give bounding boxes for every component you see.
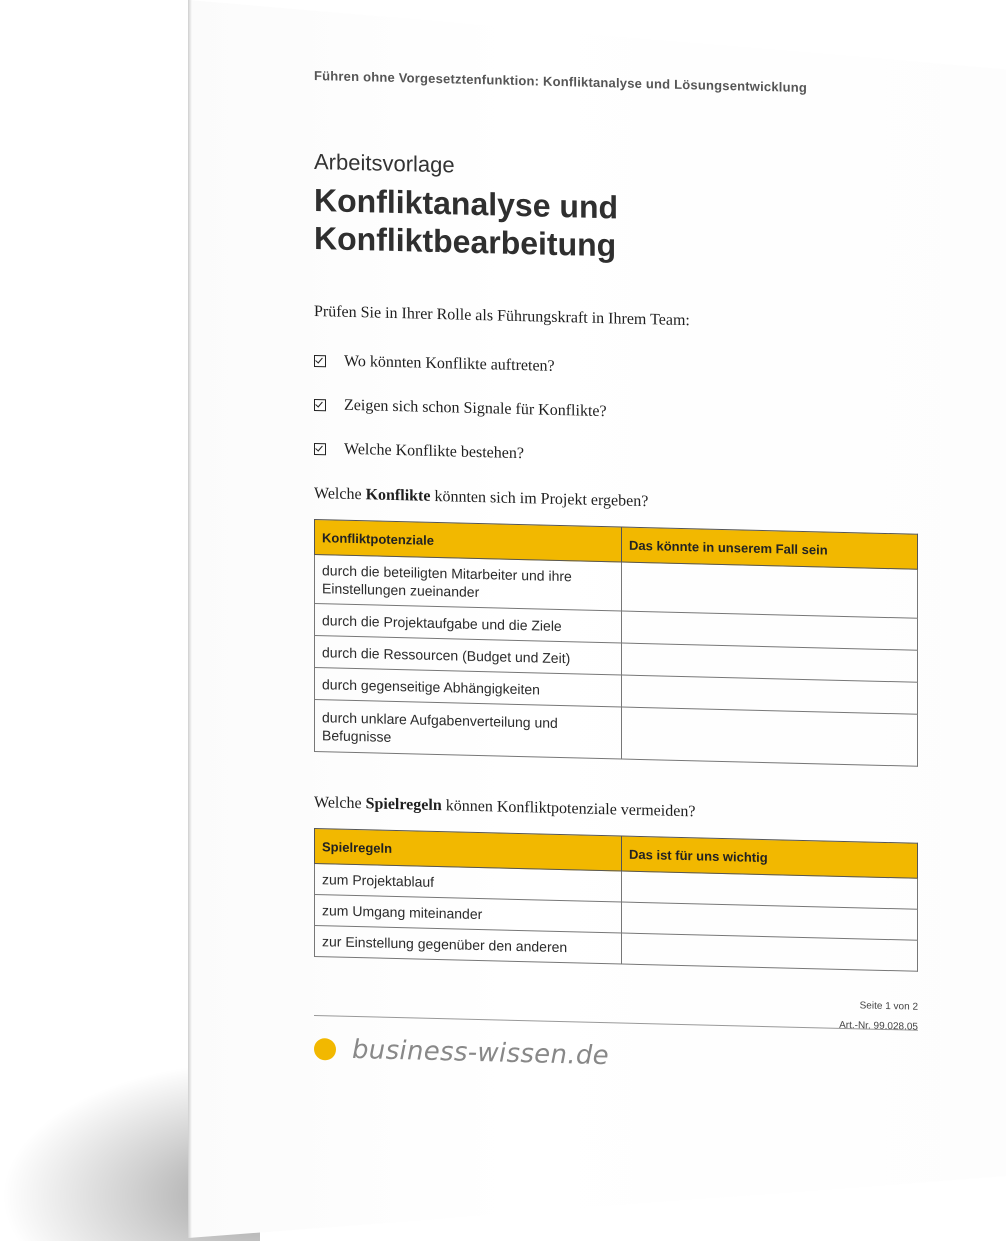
table-cell: durch die beteiligten Mitarbeiter und ihre Einstellungen zueinander — [315, 555, 622, 612]
question-text: Welche — [314, 485, 366, 504]
table-cell: durch gegenseitige Abhängigkeiten — [315, 668, 622, 708]
page-info — [839, 996, 918, 1038]
table-input-cell[interactable] — [622, 562, 918, 618]
checkbox-checked-icon — [314, 399, 326, 411]
table-input-cell[interactable] — [622, 707, 918, 766]
question-text: könnten sich im Projekt ergeben? — [430, 487, 649, 511]
question-text: können Konfliktpotenziale vermeiden? — [441, 797, 696, 821]
table-input-cell[interactable] — [622, 933, 918, 971]
page-number: Seite 1 von 2 — [859, 1000, 918, 1013]
table-header-cell: Das könnte in unserem Fall sein — [622, 527, 918, 569]
table-cell: durch die Projektaufgabe und die Ziele — [315, 604, 622, 644]
checklist-item-label: Wo könnten Konflikte auftreten? — [344, 352, 555, 375]
question-keyword: Konflikte — [365, 486, 431, 505]
checklist-item-label: Zeigen sich schon Signale für Konflikte? — [344, 396, 607, 421]
checkbox-checked-icon — [314, 443, 326, 455]
table-cell: zum Projektablauf — [315, 864, 622, 903]
table-cell: durch die Ressourcen (Budget und Zeit) — [315, 636, 622, 676]
page-content — [314, 68, 920, 1079]
question-rules — [314, 794, 920, 827]
table-header-cell: Spielregeln — [315, 829, 622, 872]
brand-dot-icon — [314, 1038, 336, 1061]
title-line-2: Konfliktbearbeitung — [314, 220, 617, 264]
question-text: Welche — [314, 794, 366, 813]
footer-divider — [314, 1015, 918, 1031]
article-number: Art.-Nr. 99.028.05 — [839, 1019, 918, 1033]
running-header: Führen ohne Vorgesetztenfunktion: Konfliktanalyse und Lösungsentwicklung — [314, 68, 808, 96]
intro-text: Prüfen Sie in Ihrer Rolle als Führungskraft in Ihrem Team: — [314, 303, 690, 330]
document-title — [314, 181, 920, 272]
checklist — [314, 339, 920, 486]
table-cell: durch unklare Aufgabenverteilung und Befugnisse — [315, 700, 622, 760]
brand-name: business-wissen.de — [352, 1034, 609, 1072]
page-edge — [188, 0, 192, 1238]
table-cell: zum Umgang miteinander — [315, 895, 622, 934]
table-cell: zur Einstellung gegenüber den anderen — [315, 926, 622, 965]
table-header-cell: Konfliktpotenziale — [315, 520, 622, 563]
conflict-potential-table — [314, 519, 918, 767]
title-line-1: Konfliktanalyse und — [314, 182, 619, 226]
question-conflicts — [314, 485, 920, 518]
checklist-item-label: Welche Konflikte bestehen? — [344, 440, 524, 463]
ground-rules-table — [314, 828, 918, 972]
document-kicker: Arbeitsvorlage — [314, 149, 455, 178]
table-header-cell: Das ist für uns wichtig — [622, 836, 918, 878]
question-keyword: Spielregeln — [365, 795, 442, 815]
checkbox-checked-icon — [314, 355, 326, 367]
